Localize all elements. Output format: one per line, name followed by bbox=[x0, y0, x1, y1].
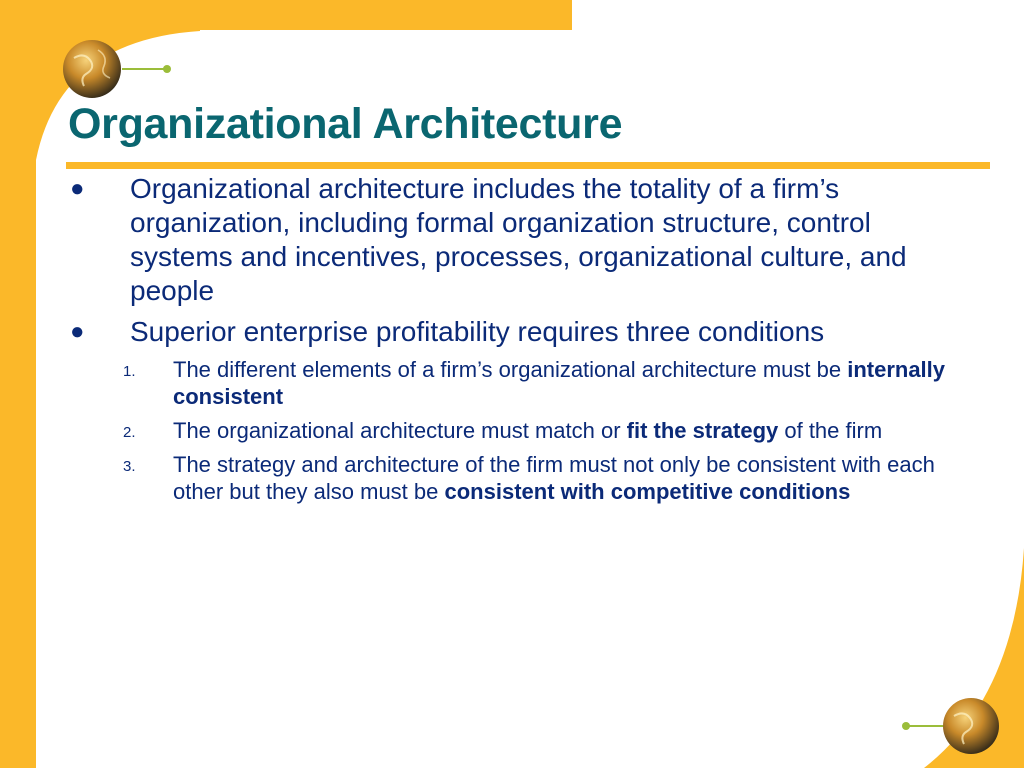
slide-body bbox=[70, 172, 970, 512]
condition-text-after: of the firm bbox=[778, 418, 883, 443]
slide-title: Organizational Architecture bbox=[68, 100, 623, 148]
globe-icon bbox=[900, 692, 1000, 758]
bullet-text: Organizational architecture includes the totality of a firm’s organization, including formal organization structure, control systems and incentives, processes, organizational culture, and people bbox=[130, 173, 907, 306]
condition-text: The strategy and architecture of the firm must not only be consistent with each other but they also must be bbox=[173, 452, 935, 504]
condition-text: The different elements of a firm’s organizational architecture must be bbox=[173, 357, 848, 382]
condition-emphasis: internally consistent bbox=[173, 357, 946, 409]
bullet-marker: ● bbox=[70, 175, 85, 202]
bullet-item bbox=[70, 315, 970, 349]
bullet-marker: ● bbox=[70, 318, 85, 345]
globe-icon bbox=[60, 38, 175, 100]
condition-emphasis: consistent with competitive conditions bbox=[444, 479, 851, 504]
bullet-text: Superior enterprise profitability requires three conditions bbox=[130, 316, 825, 347]
condition-item bbox=[70, 451, 973, 505]
condition-text: The organizational architecture must match or bbox=[173, 418, 627, 443]
condition-item bbox=[70, 356, 973, 410]
condition-number: 1. bbox=[123, 363, 136, 380]
condition-number: 2. bbox=[123, 424, 136, 441]
bullet-item bbox=[70, 172, 970, 308]
condition-item bbox=[70, 417, 973, 444]
title-underline bbox=[66, 162, 990, 169]
condition-number: 3. bbox=[123, 458, 136, 475]
condition-emphasis: fit the strategy bbox=[626, 418, 779, 443]
